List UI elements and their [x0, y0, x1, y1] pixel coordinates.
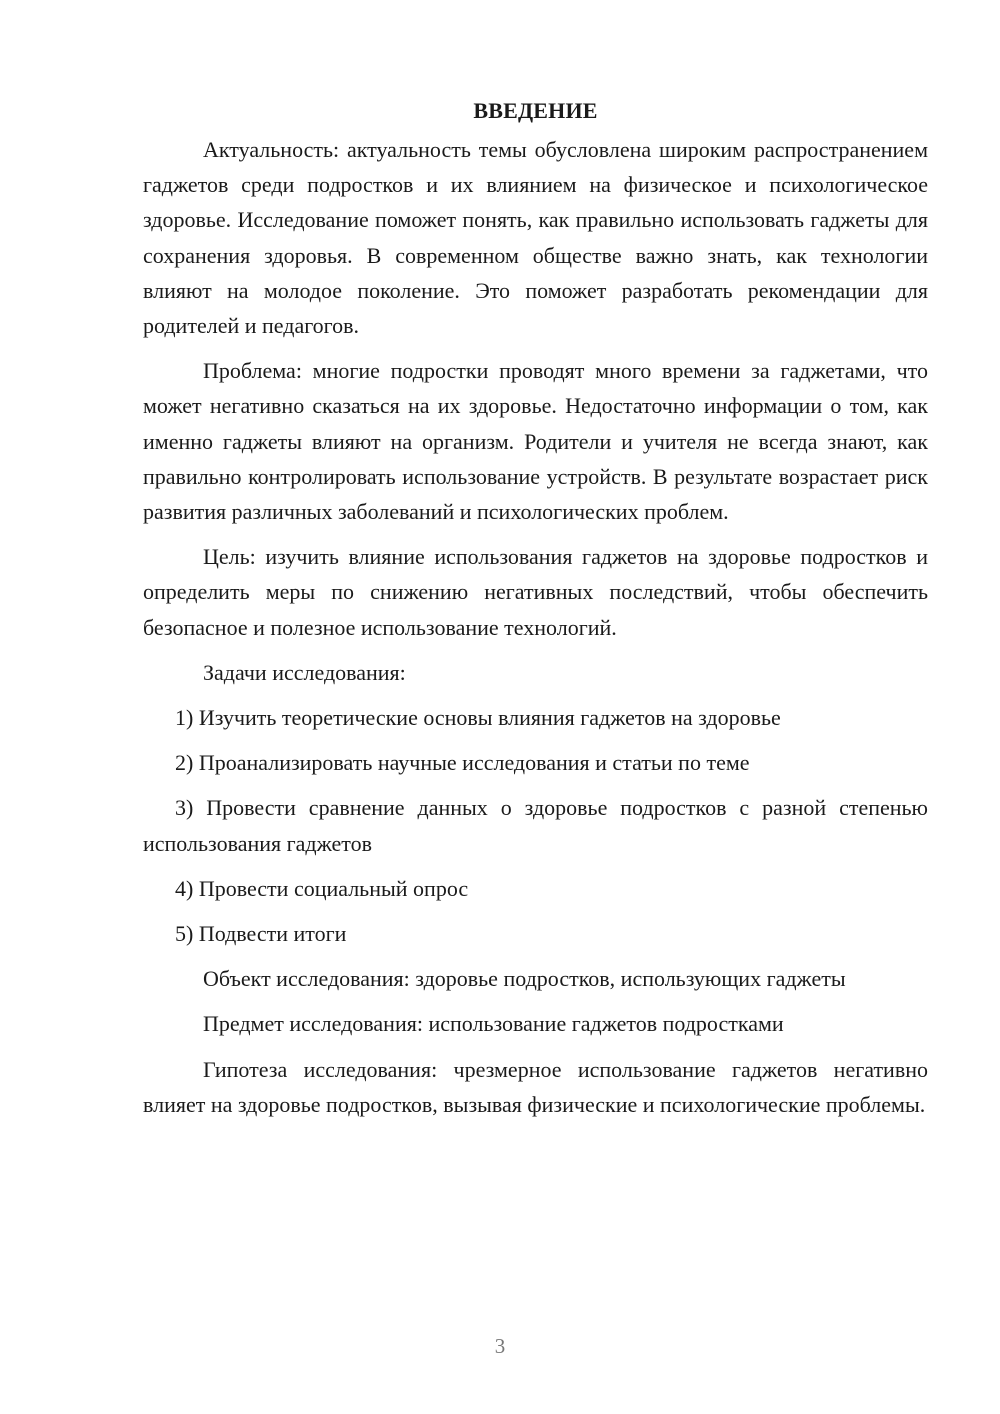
problem-paragraph: Проблема: многие подростки проводят много времени за гаджетами, что может негативно сказаться на их здоровье. Недостаточно информации о том, как именно гаджеты влияют на организм. Родители и учителя не всегда знают, как правильно контролировать использование устройств. В результате возрастает риск развития различных заболеваний и психологических проблем. — [143, 358, 928, 525]
page-title: ВВЕДЕНИЕ — [473, 98, 598, 123]
hypothesis-paragraph: Гипотеза исследования: чрезмерное использование гаджетов негативно влияет на здоровье подростков, вызывая физические и психологические проблемы. — [143, 1056, 928, 1117]
relevance-paragraph: Актуальность: актуальность темы обусловлена широким распространением гаджетов среди подростков и их влиянием на физическое и психологическое здоровье. Исследование поможет понять, как правильно использовать гаджеты для сохранения здоровья. В современном обществе важно знать, как технологии влияют на молодое поколение. Это поможет разработать рекомендации для родителей и педагогов. — [143, 137, 928, 339]
task-item: 5) Подвести итоги — [175, 921, 347, 947]
document-page — [143, 94, 928, 1132]
goal-paragraph: Цель: изучить влияние использования гаджетов на здоровье подростков и определить меры по снижению негативных последствий, чтобы обеспечить безопасное и полезное использование технологий. — [143, 544, 928, 640]
page-number: 3 — [494, 1334, 506, 1358]
task-item: 4) Провести социальный опрос — [175, 875, 469, 901]
tasks-heading: Задачи исследования: — [203, 659, 406, 685]
task-item: 2) Проанализировать научные исследования и статьи по теме — [175, 750, 750, 776]
subject-paragraph: Предмет исследования: использование гаджетов подростками — [203, 1011, 784, 1037]
object-paragraph: Объект исследования: здоровье подростков, использующих гаджеты — [203, 966, 846, 992]
task-item: 3) Провести сравнение данных о здоровье подростков с разной степенью использования гаджетов — [143, 795, 928, 856]
task-item: 1) Изучить теоретические основы влияния гаджетов на здоровье — [175, 705, 781, 731]
